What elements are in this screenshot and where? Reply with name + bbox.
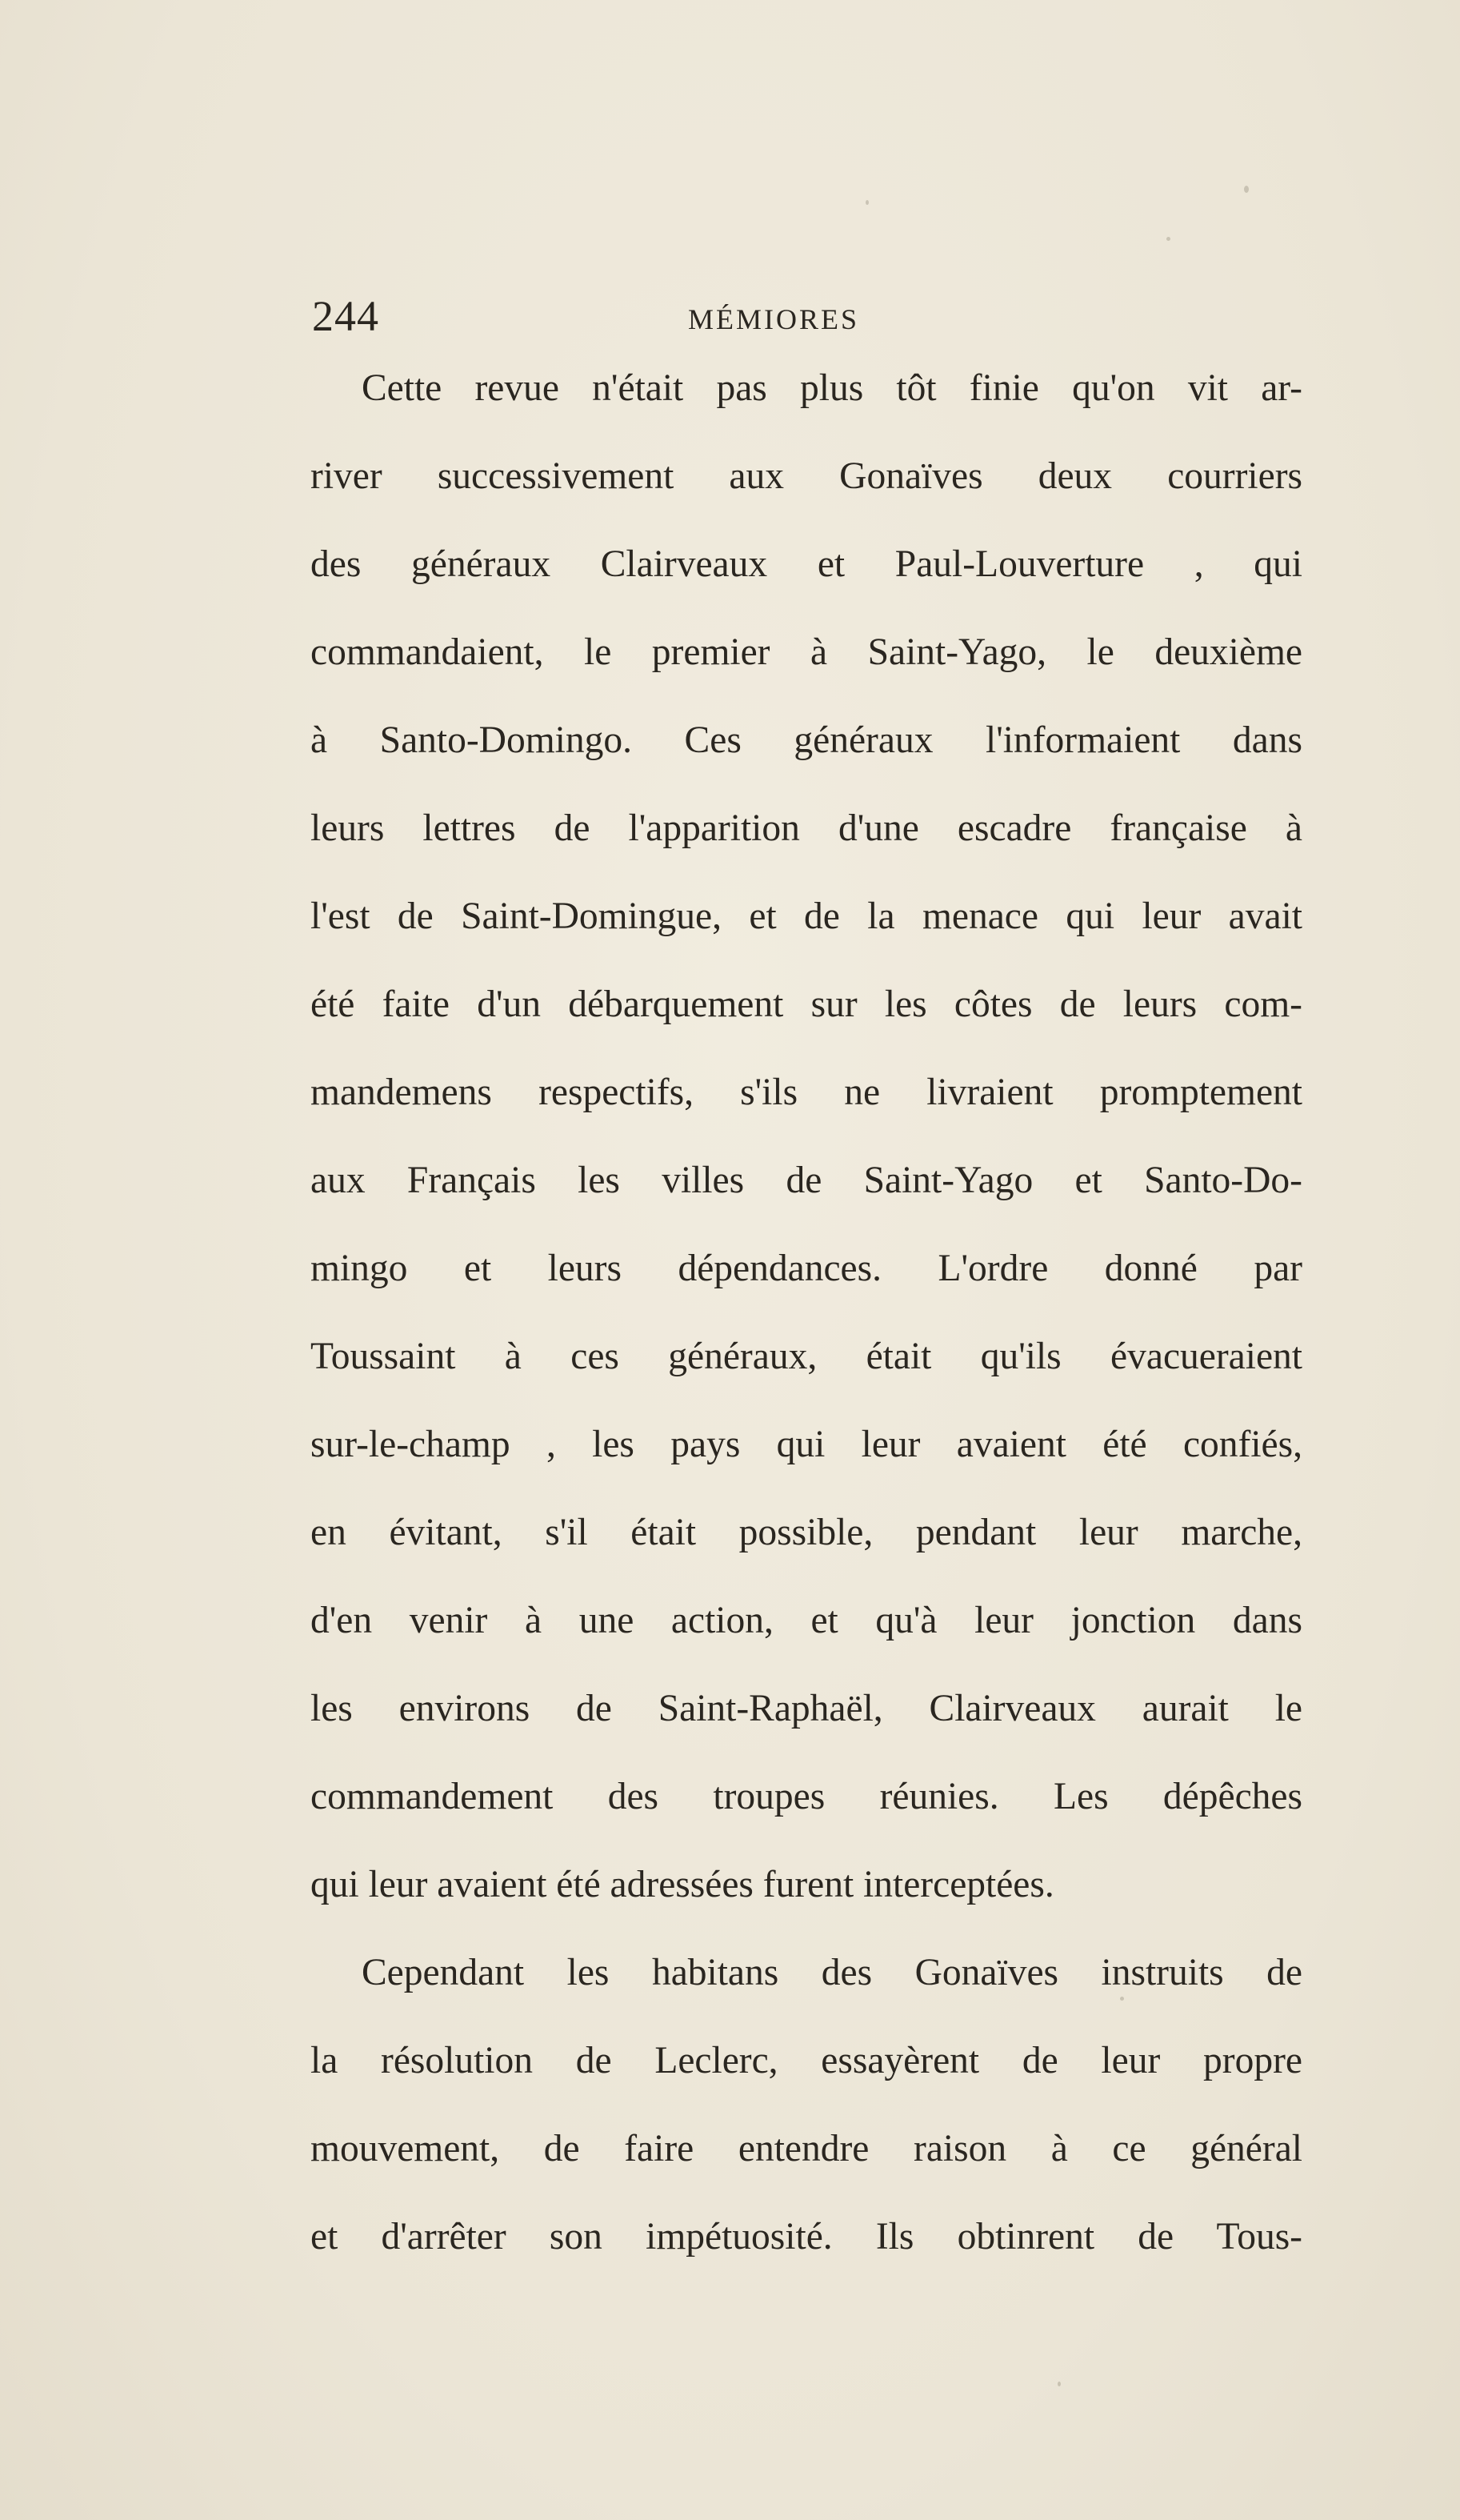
text-line: sur-le-champ , les pays qui leur avaient été confiés, <box>310 1424 1302 1465</box>
text-line: à Santo-Domingo. Ces généraux l'informaient dans <box>310 719 1302 761</box>
text-line: Cependant les habitans des Gonaïves instruits de <box>362 1952 1302 1993</box>
paper-speck <box>866 200 869 205</box>
text-line: été faite d'un débarquement sur les côtes de leurs com- <box>310 984 1302 1025</box>
paragraph <box>310 1929 1302 2281</box>
text-line: river successivement aux Gonaïves deux courriers <box>310 455 1302 497</box>
text-line: aux Français les villes de Saint-Yago et Santo-Do- <box>310 1160 1302 1201</box>
text-line: commandement des troupes réunies. Les dépêches <box>310 1776 1302 1817</box>
text-line: commandaient, le premier à Saint-Yago, le deuxième <box>310 631 1302 673</box>
text-line: Toussaint à ces généraux, était qu'ils évacueraient <box>310 1336 1302 1377</box>
page-header <box>312 288 1312 344</box>
text-line: qui leur avaient été adressées furent interceptées. <box>310 1864 1054 1905</box>
text-line: la résolution de Leclerc, essayèrent de leur propre <box>310 2040 1302 2081</box>
text-line: les environs de Saint-Raphaël, Clairveaux aurait le <box>310 1688 1302 1729</box>
text-line: mouvement, de faire entendre raison à ce général <box>310 2128 1302 2169</box>
paper-speck <box>1058 2382 1061 2386</box>
paper-speck <box>1166 237 1170 241</box>
paragraph <box>310 344 1302 1929</box>
body-text <box>310 344 1302 2281</box>
text-line: mingo et leurs dépendances. L'ordre donné par <box>310 1248 1302 1289</box>
text-line: mandemens respectifs, s'ils ne livraient promptement <box>310 1072 1302 1113</box>
text-line: en évitant, s'il était possible, pendant leur marche, <box>310 1512 1302 1553</box>
text-line: l'est de Saint-Domingue, et de la menace qui leur avait <box>310 895 1302 937</box>
text-line: des généraux Clairveaux et Paul-Louverture , qui <box>310 543 1302 585</box>
page-number: 244 <box>312 292 379 340</box>
text-line: et d'arrêter son impétuosité. Ils obtinrent de Tous- <box>310 2216 1302 2258</box>
text-line: leurs lettres de l'apparition d'une escadre française à <box>310 807 1302 849</box>
text-line: Cette revue n'était pas plus tôt finie qu'on vit ar- <box>362 367 1302 409</box>
text-line: d'en venir à une action, et qu'à leur jonction dans <box>310 1600 1302 1641</box>
paper-speck <box>1244 186 1249 193</box>
running-head: MÉMIORES <box>688 303 860 335</box>
